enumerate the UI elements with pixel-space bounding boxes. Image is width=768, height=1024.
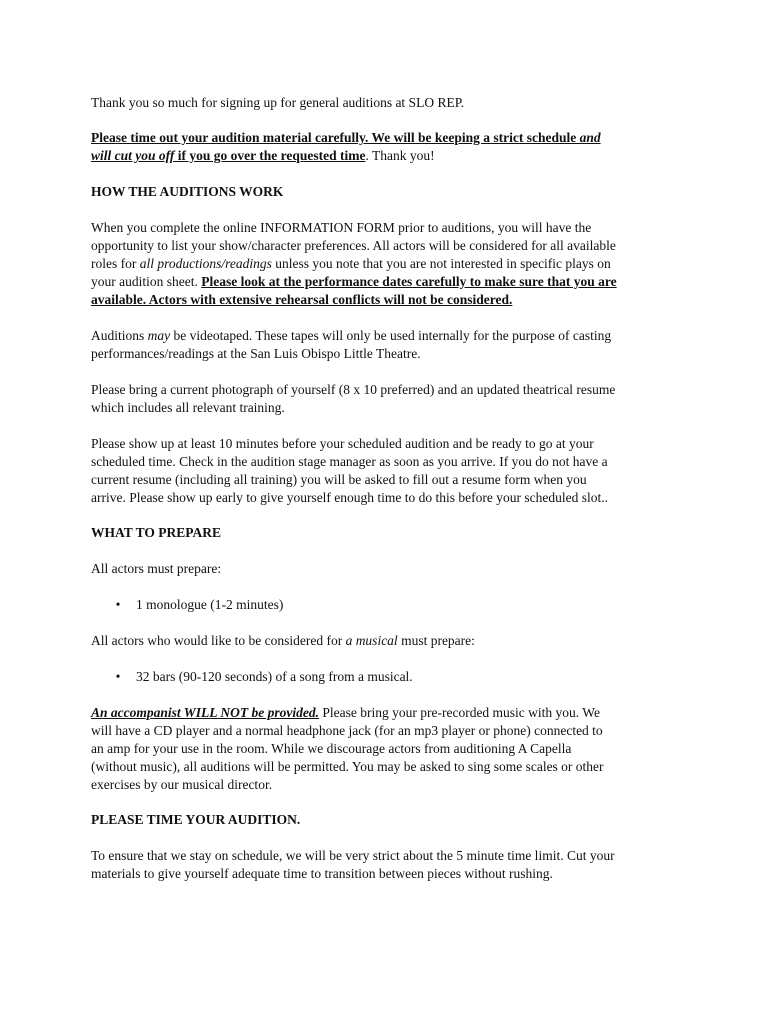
how-line-4 (91, 273, 691, 291)
how-roles-for: roles for (91, 256, 140, 271)
musical-plain-b: must prepare: (397, 633, 475, 648)
accomp-line-5: exercises by our musical director. (91, 777, 273, 792)
warning-bold: Please time out your audition material carefully. We will be keeping a strict schedule (91, 130, 580, 145)
bullet-dot-monologue: • (115, 597, 121, 612)
bullet-dot-song: • (115, 669, 121, 684)
musical-plain-a: All actors who would like to be considered for (91, 633, 346, 648)
how-heading: HOW THE AUDITIONS WORK (91, 184, 284, 199)
how-unless: unless you note that you are not interested in specific plays on (271, 256, 611, 271)
how-audition-sheet: your audition sheet. (91, 274, 202, 289)
musical-italic: a musical (345, 633, 398, 648)
accomp-line-3: an amp for your use in the room. While we discourage actors from auditioning A Capella (91, 741, 572, 756)
accomp-line-2: will have a CD player and a normal headphone jack (for an mp3 player or phone) connected to (91, 723, 603, 738)
accomp-line-1 (91, 704, 691, 722)
arrive-line-3: current resume (including all training) you will be asked to fill out a resume form when you (91, 472, 587, 487)
warning-line-2 (91, 147, 691, 165)
time-heading: PLEASE TIME YOUR AUDITION. (91, 812, 301, 827)
video-line-1 (91, 327, 691, 345)
arrive-line-4: arrive. Please show up early to give yourself enough time to do this before your scheduled slot.. (91, 490, 609, 505)
prepare-heading: WHAT TO PREPARE (91, 525, 222, 540)
how-line-2: opportunity to list your show/character preferences. All actors will be considered for all available (91, 238, 616, 253)
how-line-1: When you complete the online INFORMATION FORM prior to auditions, you will have the (91, 220, 592, 235)
video-auditions: Auditions (91, 328, 148, 343)
accomp-line-4: (without music), all auditions will be permitted. You may be asked to sing some scales or other (91, 759, 604, 774)
intro-text: Thank you so much for signing up for general auditions at SLO REP. (91, 95, 465, 110)
video-line-2: performances/readings at the San Luis Obispo Little Theatre. (91, 346, 421, 361)
accomp-bring-music: Please bring your pre-recorded music with you. We (319, 705, 600, 720)
how-line-5: available. Actors with extensive rehearsal conflicts will not be considered. (91, 292, 513, 307)
bullet-song: 32 bars (90-120 seconds) of a song from a musical. (136, 669, 413, 684)
video-may: may (147, 328, 171, 343)
warning-cut-off: will cut you off (91, 148, 175, 163)
warning-requested-time: if you go over the requested time (174, 148, 366, 163)
bullet-monologue: 1 monologue (1-2 minutes) (136, 597, 284, 612)
accomp-warning: An accompanist WILL NOT be provided. (91, 705, 319, 720)
photo-line-1: Please bring a current photograph of yourself (8 x 10 preferred) and an updated theatrical resume (91, 382, 616, 397)
time-line-1: To ensure that we stay on schedule, we will be very strict about the 5 minute time limit. Cut your (91, 848, 615, 863)
arrive-line-2: scheduled time. Check in the audition stage manager as soon as you arrive. If you do not have a (91, 454, 608, 469)
photo-line-2: which includes all relevant training. (91, 400, 285, 415)
warning-thanks: . Thank you! (365, 148, 435, 163)
how-line-3 (91, 255, 691, 273)
arrive-line-1: Please show up at least 10 minutes before your scheduled audition and be ready to go at your (91, 436, 594, 451)
all-actors-line: All actors must prepare: (91, 561, 222, 576)
how-performance-dates: Please look at the performance dates carefully to make sure that you are (201, 274, 617, 289)
video-rest: be videotaped. These tapes will only be used internally for the purpose of casting (170, 328, 612, 343)
time-line-2: materials to give yourself adequate time to transition between pieces without rushing. (91, 866, 553, 881)
musical-line (91, 632, 691, 650)
how-all-productions: all productions/readings (139, 256, 272, 271)
warning-line-1 (91, 129, 691, 147)
warning-and: and (579, 130, 601, 145)
